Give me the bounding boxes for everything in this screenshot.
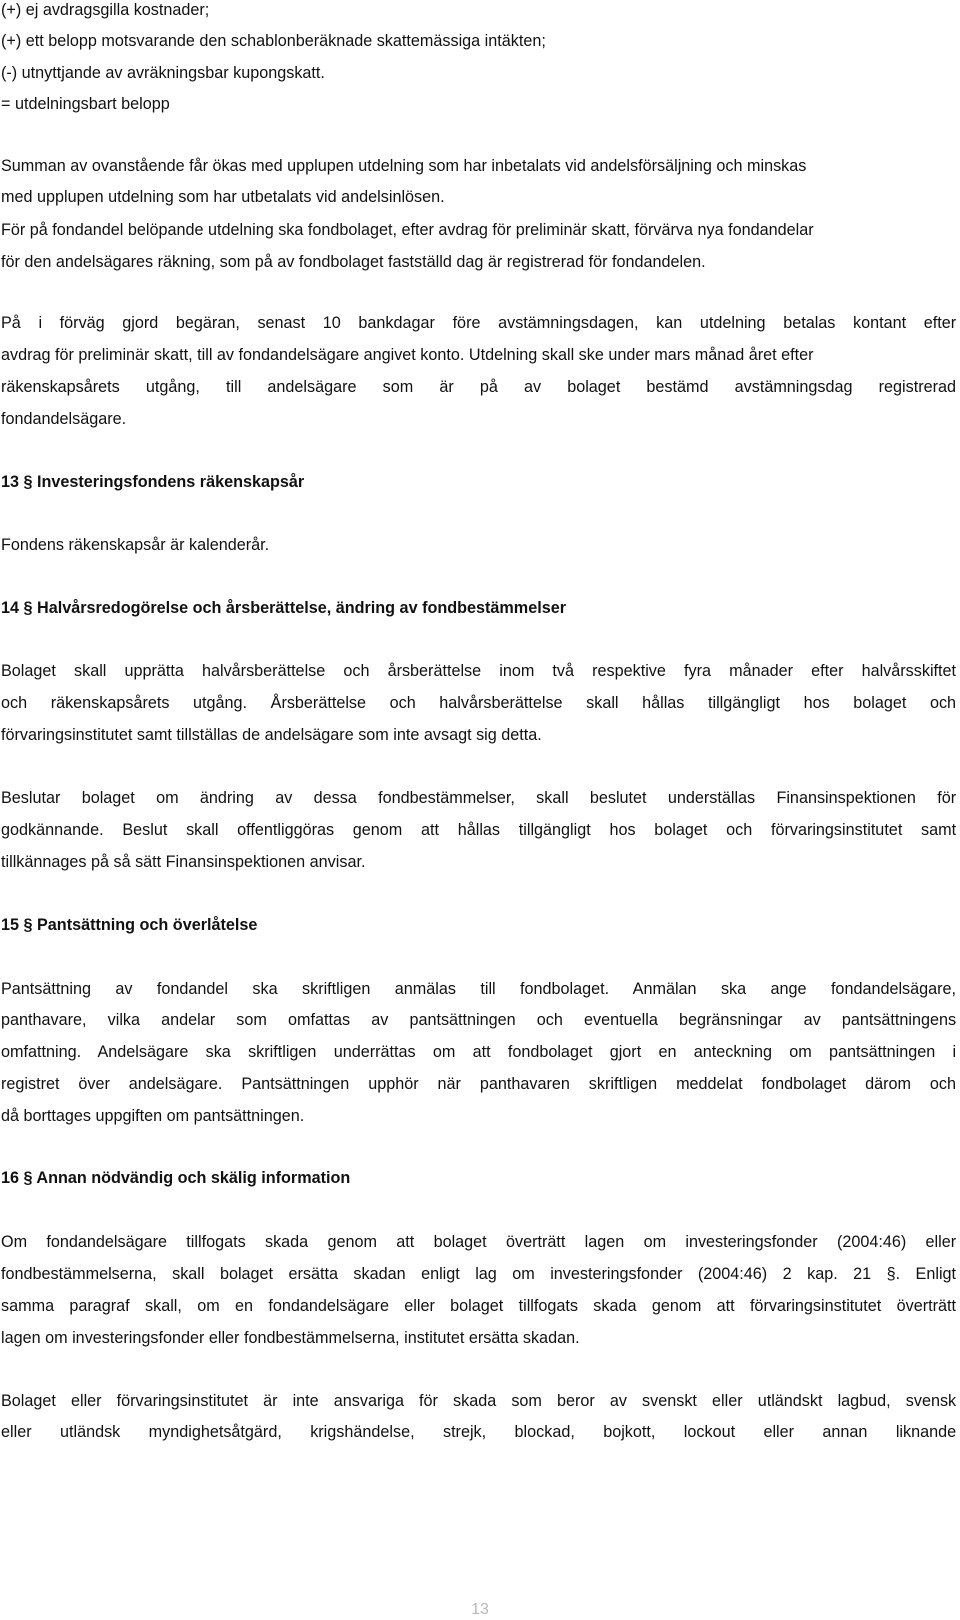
paragraph-line: Bolaget skall upprätta halvårsberättelse och årsberättelse inom två respektive fyra månader efter halvårsskiftet (1, 662, 957, 680)
paragraph-line: fondbestämmelserna, skall bolaget ersätta skadan enligt lag om investeringsfonder (2004:46) 2 kap. 21 §. Enligt (1, 1265, 957, 1283)
paragraph-line: Beslutar bolaget om ändring av dessa fondbestämmelser, skall beslutet underställas Finansinspektionen för (1, 789, 957, 807)
paragraph-line: räkenskapsårets utgång, till andelsägare som är på av bolaget bestämd avstämningsdag registrerad (1, 378, 956, 396)
paragraph-line: Fondens räkenskapsår är kalenderår. (1, 536, 270, 554)
paragraph-line: fondandelsägare. (1, 410, 127, 428)
section-heading-16: 16 § Annan nödvändig och skälig information (1, 1169, 351, 1187)
calc-line: = utdelningsbart belopp (1, 95, 170, 113)
calc-line: (+) ej avdragsgilla kostnader; (1, 1, 210, 19)
section-heading-14: 14 § Halvårsredogörelse och årsberättelse, ändring av fondbestämmelser (1, 599, 566, 617)
paragraph-line: då borttages uppgiften om pantsättningen. (1, 1107, 305, 1125)
paragraph-line: tillkännages på så sätt Finansinspektionen anvisar. (1, 853, 366, 871)
paragraph-line: Pantsättning av fondandel ska skriftligen anmälas till fondbolaget. Anmälan ska ange fondandelsägare, (1, 980, 957, 998)
paragraph-line: lagen om investeringsfonder eller fondbestämmelserna, institutet ersätta skadan. (1, 1329, 580, 1347)
paragraph-line: panthavare, vilka andelar som omfattas av pantsättningen och eventuella begränsningar av pantsättningens (1, 1011, 957, 1029)
paragraph-line: registret över andelsägare. Pantsättningen upphör när panthavaren skriftligen meddelat fondbolaget därom och (1, 1075, 956, 1093)
calc-line: (-) utnyttjande av avräkningsbar kupongskatt. (1, 64, 325, 82)
paragraph-line: och räkenskapsårets utgång. Årsberättelse och halvårsberättelse skall hållas tillgängligt hos bolaget och (1, 694, 957, 712)
paragraph-line: eller utländsk myndighetsåtgärd, krigshändelse, strejk, blockad, bojkott, lockout eller annan liknande (1, 1423, 957, 1441)
paragraph-line: samma paragraf skall, om en fondandelsägare eller bolaget tillfogats skada genom att förvaringsinstitutet överträtt (1, 1297, 956, 1315)
calc-line: (+) ett belopp motsvarande den schablonberäknade skattemässiga intäkten; (1, 32, 546, 50)
paragraph-line: Om fondandelsägare tillfogats skada genom att bolaget överträtt lagen om investeringsfonder (2004:46) eller (1, 1233, 957, 1251)
paragraph-line: godkännande. Beslut skall offentliggöras genom att hållas tillgängligt hos bolaget och förvaringsinstitutet samt (1, 821, 957, 839)
paragraph-line: omfattning. Andelsägare ska skriftligen underrättas om att fondbolaget gjort en anteckning om pantsättningen i (1, 1043, 957, 1061)
page-number: 13 (471, 1601, 489, 1618)
paragraph-line: med upplupen utdelning som har utbetalats vid andelsinlösen. (1, 188, 445, 206)
section-heading-13: 13 § Investeringsfondens räkenskapsår (1, 473, 305, 491)
paragraph-line: Bolaget eller förvaringsinstitutet är inte ansvariga för skada som beror av svenskt eller utländskt lagbud, svensk (1, 1392, 957, 1410)
paragraph-line: För på fondandel belöpande utdelning ska fondbolaget, efter avdrag för preliminär skatt, förvärva nya fondandelar (1, 221, 814, 239)
paragraph-line: Summan av ovanstående får ökas med upplupen utdelning som har inbetalats vid andelsförsäljning och minskas (1, 157, 807, 175)
paragraph-line: På i förväg gjord begäran, senast 10 bankdagar före avstämningsdagen, kan utdelning betalas kontant efter (1, 314, 957, 332)
section-heading-15: 15 § Pantsättning och överlåtelse (1, 916, 258, 934)
paragraph-line: förvaringsinstitutet samt tillställas de andelsägare som inte avsagt sig detta. (1, 726, 542, 744)
paragraph-line: avdrag för preliminär skatt, till av fondandelsägare angivet konto. Utdelning skall ske under mars månad året efter (1, 346, 814, 364)
paragraph-line: för den andelsägares räkning, som på av fondbolaget fastställd dag är registrerad för fondandelen. (1, 253, 706, 271)
